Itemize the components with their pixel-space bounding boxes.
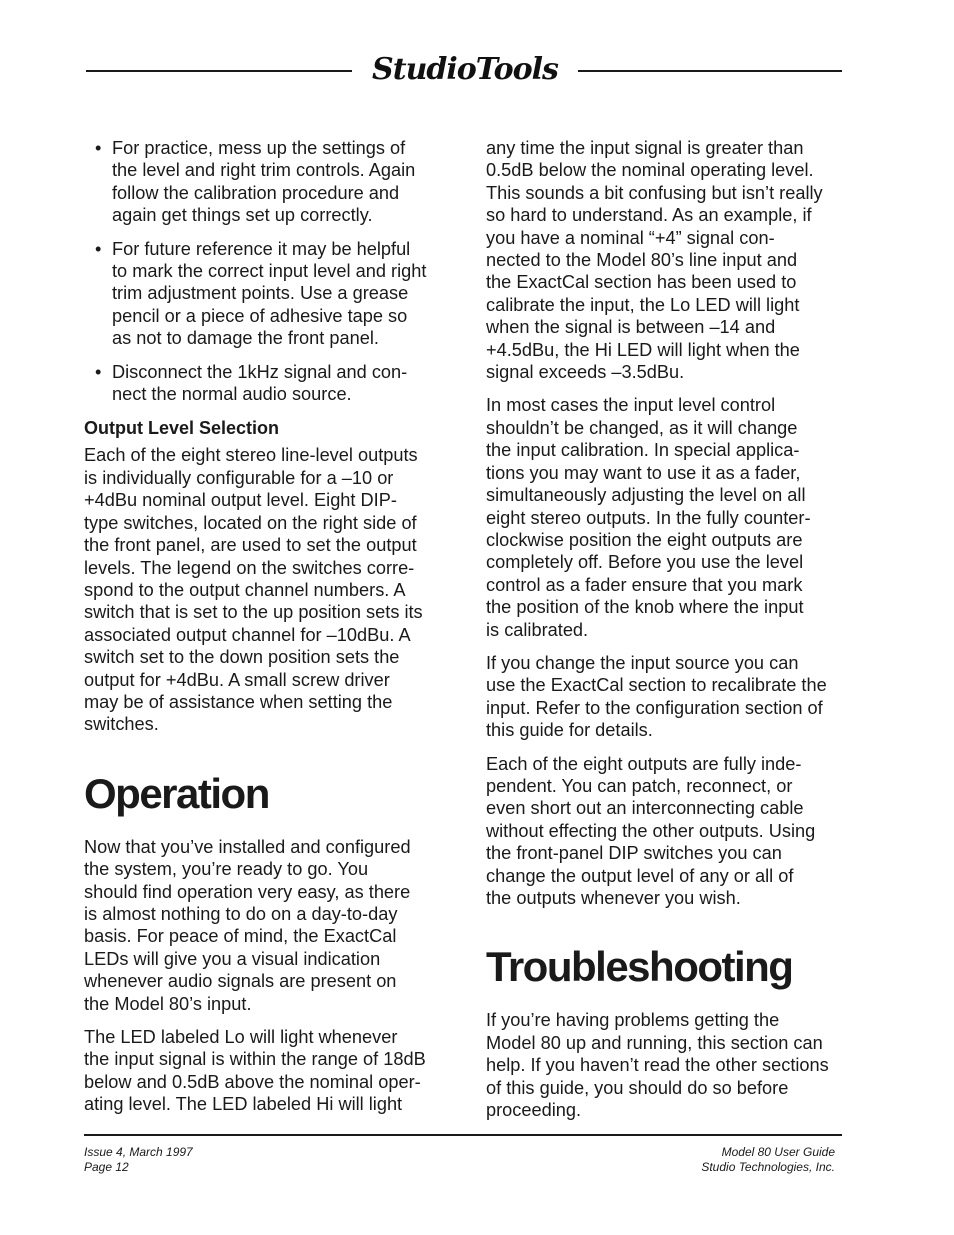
bullet-icon: • <box>95 361 102 382</box>
output-level-heading: Output Level Selection <box>84 418 280 439</box>
header-rule-left <box>86 70 352 72</box>
list-item: • Disconnect the 1kHz signal and con- nect the normal audio source. <box>95 361 408 405</box>
list-item: • For practice, mess up the settings of the level and right trim controls. Again follow the calibration procedure and again get things set up correctly. <box>95 138 416 226</box>
bullet-icon: • <box>95 138 102 158</box>
body-paragraph: In most cases the input level control shouldn’t be changed, as it will change the input calibration. In special applica- tions you may want to use it as a fader, simultaneously adjusting the level on all eight stereo outputs. In the fully counter- clockwise position the eight outputs are completely off. Before you use the level control as a fader ensure that you mark the position of the knob where the input is calibrated. <box>486 395 811 640</box>
operation-paragraph: Now that you’ve installed and configured the system, you’re ready to go. You should find operation very easy, as there is almost nothing to do on a day-to-day basis. For peace of mind, the ExactCal LEDs will give you a visual indication whenever audio signals are present on the Model 80’s input. <box>84 836 411 1014</box>
body-paragraph: any time the input signal is greater than 0.5dB below the nominal operating level. This sounds a bit confusing but isn’t really so hard to understand. As an example, if you have a nominal “+4” signal con- nected to the Model 80’s line input and the ExactCal section has been used to calibrate the input, the Lo LED will light when the signal is between –14 and +4.5dBu, the Hi LED will light when the signal exceeds –3.5dBu. <box>486 138 823 383</box>
header-rule-right <box>578 70 842 72</box>
guide-title: Model 80 User Guide <box>721 1145 835 1159</box>
left-column <box>84 137 444 1127</box>
issue-date: Issue 4, March 1997 <box>84 1145 193 1159</box>
body-paragraph: Each of the eight outputs are fully inde- pendent. You can patch, reconnect, or even short out an interconnecting cable without effecting the other outputs. Using the front-panel DIP switches you can change the output level of any or all of the outputs whenever you wish. <box>486 753 816 908</box>
list-item: • For future reference it may be helpful to mark the correct input level and right trim adjustment points. Use a grease pencil or a piece of adhesive tape so as not to damage the front panel. <box>95 238 427 349</box>
footer-rule <box>84 1134 842 1136</box>
footer-right <box>701 1145 835 1175</box>
instruction-list <box>84 137 444 405</box>
brand-logo: StudioTools <box>372 52 558 87</box>
output-level-paragraph: Each of the eight stereo line-level outputs is individually configurable for a –10 or +4dBu nominal output level. Eight DIP- type switches, located on the right side of the front panel, are used to set the output levels. The legend on the switches corre- spond to the output channel numbers. A switch that is set to the up position sets its associated output channel for –10dBu. A switch set to the down position sets the output for +4dBu. A small screw driver may be of assistance when setting the switches. <box>84 445 423 735</box>
troubleshooting-heading: Troubleshooting <box>486 943 793 991</box>
body-paragraph: If you change the input source you can use the ExactCal section to recalibrate the input. Refer to the configuration section of this guide for details. <box>486 652 827 741</box>
operation-heading: Operation <box>84 769 269 817</box>
page-number: Page 12 <box>84 1160 129 1174</box>
company-name: Studio Technologies, Inc. <box>701 1160 835 1174</box>
footer-left <box>84 1145 193 1175</box>
right-column <box>486 137 846 1132</box>
operation-paragraph: The LED labeled Lo will light whenever the input signal is within the range of 18dB below and 0.5dB above the nominal oper- ating level. The LED labeled Hi will light <box>84 1027 426 1115</box>
troubleshooting-paragraph: If you’re having problems getting the Model 80 up and running, this section can help. If you haven’t read the other sections of this guide, you should do so before proceeding. <box>486 1010 829 1121</box>
bullet-icon: • <box>95 238 102 259</box>
